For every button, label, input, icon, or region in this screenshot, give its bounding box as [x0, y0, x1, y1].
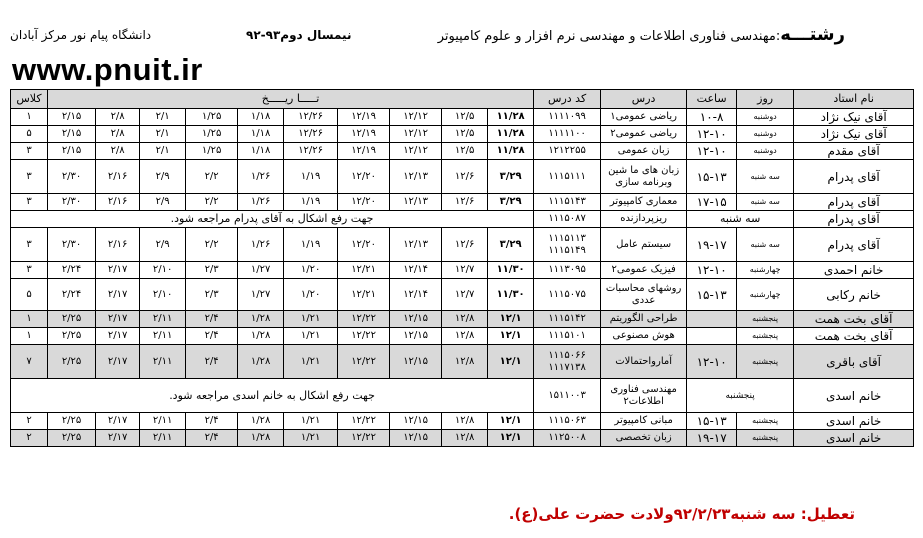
date-cell: ۲/۱: [140, 126, 186, 143]
code-cell: ۱۱۱۵۱۴۲: [534, 311, 601, 328]
date-cell: ۱/۲۱: [284, 413, 338, 430]
date-cell: ۱۲/۵: [442, 109, 488, 126]
instructor-cell: آقای پدرام: [794, 211, 914, 228]
website-url[interactable]: www.pnuit.ir: [12, 52, 203, 87]
class-cell: ۳: [11, 228, 48, 262]
course-cell: آمارواحتمالات: [601, 345, 687, 379]
date-cell: ۱۲/۶: [442, 194, 488, 211]
time-cell: ۱۹-۱۷: [687, 430, 737, 447]
table-row: [11, 109, 914, 126]
date-cell: ۱/۱۸: [238, 126, 284, 143]
date-cell: ۲/۱۷: [96, 430, 140, 447]
instructor-cell: خانم اسدی: [794, 379, 914, 413]
date-cell: ۱/۲۶: [238, 160, 284, 194]
date-cell: ۲/۱۱: [140, 311, 186, 328]
day-cell: چهارشنبه: [737, 279, 794, 311]
course-cell: روشهای محاسبات عددی: [601, 279, 687, 311]
date-cell: ۱۲/۱: [488, 311, 534, 328]
date-cell: ۲/۱۱: [140, 345, 186, 379]
date-cell: ۲/۴: [186, 413, 238, 430]
day-cell: سه شنبه: [737, 228, 794, 262]
table-row: [11, 211, 914, 228]
instructor-cell: آقای بخت همت: [794, 328, 914, 345]
date-cell: ۱۲/۲۰: [338, 160, 390, 194]
class-cell: ۱: [11, 109, 48, 126]
class-cell: ۳: [11, 262, 48, 279]
field-value: :مهندسی فناوری اطلاعات و مهندسی نرم افزار و علوم کامپیوتر: [437, 29, 781, 44]
date-cell: ۱۲/۸: [442, 413, 488, 430]
date-cell: ۲/۲: [186, 228, 238, 262]
col-instructor: نام استاد: [794, 90, 914, 109]
date-cell: ۲/۲۴: [48, 279, 96, 311]
day-cell: دوشنبه: [737, 109, 794, 126]
table-row: [11, 194, 914, 211]
date-cell: ۱/۲۵: [186, 126, 238, 143]
table-header-row: [11, 90, 914, 109]
date-cell: ۱۲/۸: [442, 345, 488, 379]
day-cell: پنجشنبه: [737, 345, 794, 379]
time-cell: ۱۲-۱۰: [687, 262, 737, 279]
date-cell: ۲/۸: [96, 143, 140, 160]
class-cell: ۲: [11, 430, 48, 447]
time-cell: ۱۹-۱۷: [687, 228, 737, 262]
schedule-table: [10, 89, 914, 447]
date-cell: ۱۲/۲۱: [338, 262, 390, 279]
date-cell: ۱/۲۷: [238, 279, 284, 311]
date-cell: ۱۲/۱: [488, 345, 534, 379]
class-cell: ۳: [11, 194, 48, 211]
date-cell: ۱۲/۱۳: [390, 228, 442, 262]
code-cell: ۱۱۲۵۰۰۸: [534, 430, 601, 447]
date-cell: ۱/۲۸: [238, 430, 284, 447]
course-cell: هوش مصنوعی: [601, 328, 687, 345]
day-cell: پنجشنبه: [737, 328, 794, 345]
course-cell: مبانی کامپیوتر: [601, 413, 687, 430]
date-cell: ۲/۱۷: [96, 262, 140, 279]
day-cell: چهارشنبه: [737, 262, 794, 279]
date-cell: ۱۲/۲۱: [338, 279, 390, 311]
class-cell: ۱: [11, 328, 48, 345]
date-cell: ۲/۴: [186, 328, 238, 345]
table-row: [11, 143, 914, 160]
holiday-notice: تعطیل: سه شنبه۹۲/۲/۲۳ولادت حضرت علی(ع).: [508, 505, 855, 523]
date-cell: ۱۲/۱۵: [390, 328, 442, 345]
date-cell: ۱۱/۲۸: [488, 143, 534, 160]
code-cell: ۱۵۱۱۰۰۳: [534, 379, 601, 413]
col-dates: تـــــا ریـــــخ: [48, 90, 534, 109]
date-cell: ۱۲/۸: [442, 430, 488, 447]
note-cell: جهت رفع اشکال به آقای پدرام مراجعه شود.: [11, 211, 534, 228]
day-time-cell: سه شنبه: [687, 211, 794, 228]
date-cell: ۱۲/۵: [442, 126, 488, 143]
date-cell: ۲/۱۵: [48, 109, 96, 126]
time-cell: ۱۲-۱۰: [687, 345, 737, 379]
time-cell: ۱۲-۱۰: [687, 143, 737, 160]
table-row: [11, 328, 914, 345]
instructor-cell: آقای پدرام: [794, 228, 914, 262]
time-cell: [687, 311, 737, 328]
date-cell: ۲/۱۷: [96, 413, 140, 430]
course-cell: طراحی الگوریتم: [601, 311, 687, 328]
date-cell: ۱/۲۵: [186, 143, 238, 160]
date-cell: ۱۲/۲۲: [338, 345, 390, 379]
date-cell: ۱۲/۱۴: [390, 262, 442, 279]
table-row: [11, 430, 914, 447]
code-cell: ۱۱۱۵۰۶۶ ۱۱۱۷۱۳۸: [534, 345, 601, 379]
course-cell: معماری کامپیوتر: [601, 194, 687, 211]
date-cell: ۲/۱۱: [140, 430, 186, 447]
date-cell: ۲/۴: [186, 345, 238, 379]
date-cell: ۲/۱۷: [96, 279, 140, 311]
date-cell: ۱۱/۲۸: [488, 126, 534, 143]
semester-label: نیمسال دوم۹۳-۹۲: [246, 28, 352, 42]
code-cell: ۱۱۱۳۰۹۵: [534, 262, 601, 279]
code-cell: ۱۱۱۱۰۹۹: [534, 109, 601, 126]
date-cell: ۲/۳۰: [48, 194, 96, 211]
date-cell: ۲/۱۵: [48, 126, 96, 143]
class-cell: ۳: [11, 160, 48, 194]
date-cell: ۱۲/۱۵: [390, 430, 442, 447]
day-cell: سه شنبه: [737, 160, 794, 194]
date-cell: ۱۲/۶: [442, 228, 488, 262]
instructor-cell: خانم احمدی: [794, 262, 914, 279]
table-row: [11, 345, 914, 379]
date-cell: ۲/۹: [140, 160, 186, 194]
schedule-body: [11, 109, 914, 447]
col-code: کد درس: [534, 90, 601, 109]
instructor-cell: خانم اسدی: [794, 413, 914, 430]
date-cell: ۱۲/۱: [488, 328, 534, 345]
time-cell: [687, 328, 737, 345]
date-cell: ۱۱/۳۰: [488, 262, 534, 279]
date-cell: ۱۲/۸: [442, 328, 488, 345]
date-cell: ۲/۱۵: [48, 143, 96, 160]
instructor-cell: آقای پدرام: [794, 160, 914, 194]
instructor-cell: خانم اسدی: [794, 430, 914, 447]
date-cell: ۲/۴: [186, 311, 238, 328]
date-cell: ۲/۸: [96, 126, 140, 143]
date-cell: ۱۲/۱۲: [390, 143, 442, 160]
date-cell: ۲/۲۵: [48, 345, 96, 379]
instructor-cell: آقای پدرام: [794, 194, 914, 211]
course-cell: سیستم عامل: [601, 228, 687, 262]
date-cell: ۱۲/۱۳: [390, 194, 442, 211]
date-cell: ۲/۱۷: [96, 311, 140, 328]
class-cell: ۷: [11, 345, 48, 379]
code-cell: ۱۱۱۵۱۴۳: [534, 194, 601, 211]
date-cell: ۱۲/۲۰: [338, 194, 390, 211]
course-cell: زبان های ما شین وبرنامه سازی: [601, 160, 687, 194]
date-cell: ۲/۱۷: [96, 328, 140, 345]
date-cell: ۲/۱۶: [96, 228, 140, 262]
date-cell: ۱/۲۸: [238, 413, 284, 430]
date-cell: ۱/۲۰: [284, 279, 338, 311]
date-cell: ۲/۹: [140, 194, 186, 211]
date-cell: ۱۲/۲۲: [338, 430, 390, 447]
code-cell: ۱۱۱۵۱۱۳ ۱۱۱۵۱۴۹: [534, 228, 601, 262]
date-cell: ۲/۸: [96, 109, 140, 126]
instructor-cell: خانم رکابی: [794, 279, 914, 311]
date-cell: ۲/۲: [186, 160, 238, 194]
day-time-cell: پنجشنبه: [687, 379, 794, 413]
date-cell: ۱۲/۱۵: [390, 413, 442, 430]
date-cell: ۱/۲۱: [284, 345, 338, 379]
date-cell: ۱/۲۷: [238, 262, 284, 279]
date-cell: ۲/۳۰: [48, 228, 96, 262]
date-cell: ۳/۲۹: [488, 228, 534, 262]
date-cell: ۱۲/۱۹: [338, 126, 390, 143]
date-cell: ۱/۲۱: [284, 430, 338, 447]
table-row: [11, 379, 914, 413]
col-class: کلاس: [11, 90, 48, 109]
date-cell: ۲/۱۰: [140, 279, 186, 311]
date-cell: ۱۲/۲۲: [338, 413, 390, 430]
date-cell: ۱۲/۱۵: [390, 345, 442, 379]
university-name: دانشگاه پیام نور مرکز آبادان: [10, 28, 152, 42]
code-cell: ۱۱۱۵۱۱۱: [534, 160, 601, 194]
date-cell: ۲/۳: [186, 279, 238, 311]
date-cell: ۱۲/۲۶: [284, 109, 338, 126]
date-cell: ۱۲/۱۹: [338, 109, 390, 126]
date-cell: ۱۲/۱۴: [390, 279, 442, 311]
day-cell: سه شنبه: [737, 194, 794, 211]
date-cell: ۲/۲۵: [48, 413, 96, 430]
date-cell: ۳/۲۹: [488, 194, 534, 211]
date-cell: ۱۲/۲۲: [338, 328, 390, 345]
date-cell: ۱۲/۱: [488, 413, 534, 430]
date-cell: ۱۲/۵: [442, 143, 488, 160]
date-cell: ۱/۲۸: [238, 328, 284, 345]
date-cell: ۲/۱۱: [140, 328, 186, 345]
date-cell: ۲/۲: [186, 194, 238, 211]
instructor-cell: آقای مقدم: [794, 143, 914, 160]
date-cell: ۲/۲۵: [48, 311, 96, 328]
table-row: [11, 160, 914, 194]
time-cell: ۱۵-۱۳: [687, 413, 737, 430]
class-cell: ۲: [11, 413, 48, 430]
date-cell: ۱۱/۲۸: [488, 109, 534, 126]
date-cell: ۱۲/۷: [442, 279, 488, 311]
course-cell: ریاضی عمومی۱: [601, 109, 687, 126]
day-cell: دوشنبه: [737, 126, 794, 143]
date-cell: ۲/۳۰: [48, 160, 96, 194]
date-cell: ۱/۲۱: [284, 328, 338, 345]
table-row: [11, 228, 914, 262]
col-time: ساعت: [687, 90, 737, 109]
table-row: [11, 311, 914, 328]
date-cell: ۲/۱۶: [96, 194, 140, 211]
table-row: [11, 279, 914, 311]
date-cell: ۱/۱۹: [284, 228, 338, 262]
date-cell: ۲/۴: [186, 430, 238, 447]
date-cell: ۲/۱۷: [96, 345, 140, 379]
date-cell: ۲/۱۶: [96, 160, 140, 194]
col-day: روز: [737, 90, 794, 109]
time-cell: ۱۷-۱۵: [687, 194, 737, 211]
date-cell: ۲/۲۴: [48, 262, 96, 279]
date-cell: ۱۲/۱۹: [338, 143, 390, 160]
time-cell: ۱۰-۸: [687, 109, 737, 126]
date-cell: ۱۲/۱۳: [390, 160, 442, 194]
class-cell: ۱: [11, 311, 48, 328]
date-cell: ۱/۲۵: [186, 109, 238, 126]
date-cell: ۱/۲۶: [238, 194, 284, 211]
date-cell: ۱/۱۸: [238, 109, 284, 126]
date-cell: ۳/۲۹: [488, 160, 534, 194]
code-cell: ۱۲۱۲۲۵۵: [534, 143, 601, 160]
date-cell: ۲/۱۱: [140, 413, 186, 430]
course-cell: ریزپردازنده: [601, 211, 687, 228]
time-cell: ۱۵-۱۳: [687, 279, 737, 311]
date-cell: ۱/۲۰: [284, 262, 338, 279]
date-cell: ۱۲/۱۲: [390, 126, 442, 143]
class-cell: ۵: [11, 279, 48, 311]
course-cell: زبان تخصصی: [601, 430, 687, 447]
table-row: [11, 413, 914, 430]
date-cell: ۱۲/۲۰: [338, 228, 390, 262]
instructor-cell: آقای نیک نژاد: [794, 109, 914, 126]
date-cell: ۲/۹: [140, 228, 186, 262]
page-header: [0, 0, 923, 50]
date-cell: ۱/۲۶: [238, 228, 284, 262]
code-cell: ۱۱۱۵۰۸۷: [534, 211, 601, 228]
day-cell: پنجشنبه: [737, 311, 794, 328]
field-label: رشتـــه: [780, 24, 845, 45]
date-cell: ۱۲/۲۲: [338, 311, 390, 328]
time-cell: ۱۵-۱۳: [687, 160, 737, 194]
date-cell: ۲/۲۵: [48, 328, 96, 345]
date-cell: ۲/۲۵: [48, 430, 96, 447]
date-cell: ۱/۱۹: [284, 160, 338, 194]
date-cell: ۲/۱: [140, 109, 186, 126]
instructor-cell: آقای نیک نژاد: [794, 126, 914, 143]
code-cell: ۱۱۱۵۰۷۵: [534, 279, 601, 311]
day-cell: دوشنبه: [737, 143, 794, 160]
date-cell: ۱۲/۲۶: [284, 126, 338, 143]
date-cell: ۱۲/۶: [442, 160, 488, 194]
date-cell: ۱۲/۸: [442, 311, 488, 328]
instructor-cell: آقای بخت همت: [794, 311, 914, 328]
field-of-study: [438, 24, 845, 45]
date-cell: ۲/۳: [186, 262, 238, 279]
instructor-cell: آقای باقری: [794, 345, 914, 379]
date-cell: ۱/۱۹: [284, 194, 338, 211]
day-cell: پنجشنبه: [737, 430, 794, 447]
time-cell: ۱۲-۱۰: [687, 126, 737, 143]
date-cell: ۱۲/۱: [488, 430, 534, 447]
date-cell: ۱/۲۸: [238, 345, 284, 379]
date-cell: ۱۲/۷: [442, 262, 488, 279]
date-cell: ۲/۱: [140, 143, 186, 160]
date-cell: ۱۲/۱۲: [390, 109, 442, 126]
code-cell: ۱۱۱۱۱۰۰: [534, 126, 601, 143]
table-row: [11, 126, 914, 143]
date-cell: ۱۲/۱۵: [390, 311, 442, 328]
class-cell: ۵: [11, 126, 48, 143]
col-course: درس: [601, 90, 687, 109]
course-cell: ریاضی عمومی۲: [601, 126, 687, 143]
course-cell: زبان عمومی: [601, 143, 687, 160]
date-cell: ۱۱/۳۰: [488, 279, 534, 311]
course-cell: مهندسی فناوری اطلاعات۲: [601, 379, 687, 413]
date-cell: ۱/۲۸: [238, 311, 284, 328]
date-cell: ۲/۱۰: [140, 262, 186, 279]
date-cell: ۱/۲۱: [284, 311, 338, 328]
day-cell: پنجشنبه: [737, 413, 794, 430]
code-cell: ۱۱۱۵۰۶۳: [534, 413, 601, 430]
table-row: [11, 262, 914, 279]
date-cell: ۱۲/۲۶: [284, 143, 338, 160]
class-cell: ۳: [11, 143, 48, 160]
note-cell: جهت رفع اشکال به خانم اسدی مراجعه شود.: [11, 379, 534, 413]
code-cell: ۱۱۱۵۱۰۱: [534, 328, 601, 345]
date-cell: ۱/۱۸: [238, 143, 284, 160]
course-cell: فیزیک عمومی۲: [601, 262, 687, 279]
